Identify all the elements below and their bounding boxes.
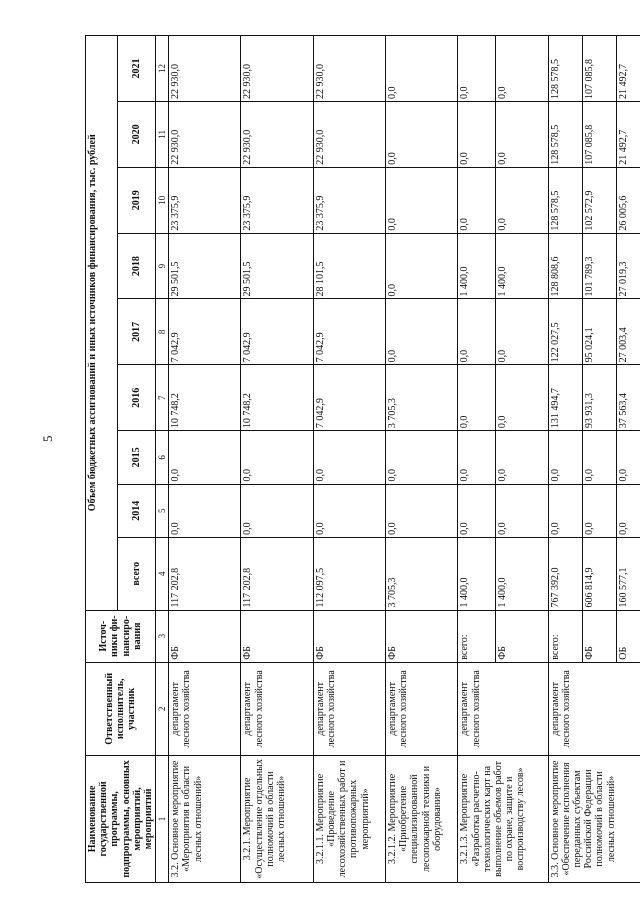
value-cell: 22 930,0 [313, 36, 385, 102]
value-cell: 0,0 [458, 167, 496, 233]
column-number: 7 [156, 365, 169, 431]
value-cell: 22 930,0 [169, 36, 241, 102]
table-row [386, 36, 458, 883]
value-cell: 0,0 [169, 431, 241, 484]
value-cell: 0,0 [458, 299, 496, 365]
value-cell: 23 375,9 [313, 167, 385, 233]
value-cell: 101 789,3 [582, 233, 616, 299]
row-name: 3.3. Основное мероприятие «Обеспечение исполнения переданных субъектам Российской Федерации полномочий в области лесных отношений» [548, 755, 640, 882]
value-cell: 0,0 [313, 484, 385, 537]
value-cell: 29 501,5 [169, 233, 241, 299]
value-cell: 0,0 [616, 484, 640, 537]
value-cell: 3 705,3 [386, 537, 458, 610]
value-cell: 10 748,2 [169, 365, 241, 431]
header-year: 2019 [117, 167, 156, 233]
value-cell: 117 202,8 [241, 537, 313, 610]
value-cell: 128 808,6 [548, 233, 582, 299]
row-name: 3.2.1.1. Мероприятие «Проведение лесохозяйственных работ и противопожарных мероприятий» [313, 755, 385, 882]
header-year: 2020 [117, 101, 156, 167]
row-executor: департамент лесного хозяйства [169, 662, 241, 755]
value-cell: 128 578,5 [548, 167, 582, 233]
column-number: 8 [156, 299, 169, 365]
value-cell: 7 042,9 [169, 299, 241, 365]
row-source: ФБ [582, 610, 616, 662]
value-cell: 0,0 [548, 431, 582, 484]
value-cell: 131 494,7 [548, 365, 582, 431]
value-cell: 26 005,6 [616, 167, 640, 233]
row-source: ФБ [496, 610, 548, 662]
value-cell: 107 085,8 [582, 101, 616, 167]
value-cell: 0,0 [458, 36, 496, 102]
value-cell: 3 705,3 [386, 365, 458, 431]
row-executor: департамент лесного хозяйства [548, 662, 640, 755]
value-cell: 0,0 [616, 431, 640, 484]
value-cell: 1 400,0 [458, 537, 496, 610]
value-cell: 1 400,0 [458, 233, 496, 299]
value-cell: 0,0 [169, 484, 241, 537]
value-cell: 102 572,9 [582, 167, 616, 233]
column-number: 1 [156, 755, 169, 882]
value-cell: 107 085,8 [582, 36, 616, 102]
value-cell: 122 027,5 [548, 299, 582, 365]
row-executor: департамент лесного хозяйства [241, 662, 313, 755]
value-cell: 27 003,4 [616, 299, 640, 365]
row-executor: департамент лесного хозяйства [458, 662, 548, 755]
row-source: ФБ [386, 610, 458, 662]
value-cell: 0,0 [548, 484, 582, 537]
column-number: 12 [156, 36, 169, 102]
header-year: 2016 [117, 365, 156, 431]
value-cell: 23 375,9 [169, 167, 241, 233]
header-funding: Объем бюджетных ассигнований и иных источников финансирования, тыс. рублей [86, 36, 118, 611]
row-source: ФБ [169, 610, 241, 662]
value-cell: 0,0 [386, 167, 458, 233]
rotated-table-container [85, 35, 629, 883]
column-number: 10 [156, 167, 169, 233]
row-source: всего: [548, 610, 582, 662]
value-cell: 112 097,5 [313, 537, 385, 610]
value-cell: 22 930,0 [241, 101, 313, 167]
value-cell: 128 578,5 [548, 101, 582, 167]
value-cell: 37 563,4 [616, 365, 640, 431]
column-number: 5 [156, 484, 169, 537]
value-cell: 0,0 [496, 365, 548, 431]
value-cell: 0,0 [386, 484, 458, 537]
header-executor: Ответственный исполнитель, участник [86, 662, 156, 755]
value-cell: 0,0 [386, 101, 458, 167]
value-cell: 767 392,0 [548, 537, 582, 610]
column-number: 2 [156, 662, 169, 755]
value-cell: 0,0 [496, 36, 548, 102]
table-row [169, 36, 241, 883]
header-year: 2014 [117, 484, 156, 537]
column-number: 9 [156, 233, 169, 299]
row-executor: департамент лесного хозяйства [313, 662, 385, 755]
value-cell: 0,0 [496, 484, 548, 537]
value-cell: 93 931,3 [582, 365, 616, 431]
value-cell: 29 501,5 [241, 233, 313, 299]
header-name: Наименование государственной программы, подпрограммы, основных мероприятий, мероприятий [86, 755, 156, 882]
value-cell: 117 202,8 [169, 537, 241, 610]
value-cell: 0,0 [458, 101, 496, 167]
column-number: 6 [156, 431, 169, 484]
value-cell: 128 578,5 [548, 36, 582, 102]
value-cell: 1 400,0 [496, 233, 548, 299]
value-cell: 21 492,7 [616, 36, 640, 102]
row-source: ФБ [241, 610, 313, 662]
header-year: 2015 [117, 431, 156, 484]
value-cell: 0,0 [496, 431, 548, 484]
value-cell: 21 492,7 [616, 101, 640, 167]
value-cell: 22 930,0 [241, 36, 313, 102]
value-cell: 160 577,1 [616, 537, 640, 610]
column-number: 11 [156, 101, 169, 167]
value-cell: 7 042,9 [313, 299, 385, 365]
page-number: 5 [40, 435, 55, 442]
table-row [548, 36, 582, 883]
value-cell: 0,0 [458, 431, 496, 484]
value-cell: 27 019,3 [616, 233, 640, 299]
row-name: 3.2.1. Мероприятие «Осуществление отдельных полномочий в области лесных отношений» [241, 755, 313, 882]
value-cell: 95 024,1 [582, 299, 616, 365]
value-cell: 0,0 [313, 431, 385, 484]
header-year: 2021 [117, 36, 156, 102]
value-cell: 7 042,9 [241, 299, 313, 365]
value-cell: 0,0 [582, 431, 616, 484]
row-name: 3.2.1.3. Мероприятие «Разработка расчетно-технологических карт на выполнение объемов работ по охране, защите и воспроизводству лесов» [458, 755, 548, 882]
table-row [241, 36, 313, 883]
value-cell: 0,0 [458, 365, 496, 431]
value-cell: 0,0 [386, 431, 458, 484]
header-source: Источ-ники фи-нансиро-вания [86, 610, 156, 662]
value-cell: 0,0 [582, 484, 616, 537]
value-cell: 0,0 [241, 484, 313, 537]
value-cell: 22 930,0 [313, 101, 385, 167]
value-cell: 0,0 [496, 101, 548, 167]
row-source: ФБ [313, 610, 385, 662]
value-cell: 0,0 [496, 299, 548, 365]
value-cell: 0,0 [458, 484, 496, 537]
value-cell: 10 748,2 [241, 365, 313, 431]
value-cell: 0,0 [386, 36, 458, 102]
budget-table [85, 35, 640, 883]
value-cell: 606 814,9 [582, 537, 616, 610]
value-cell: 28 101,5 [313, 233, 385, 299]
column-number: 4 [156, 537, 169, 610]
table-row [458, 36, 496, 883]
column-number: 3 [156, 610, 169, 662]
value-cell: 23 375,9 [241, 167, 313, 233]
row-source: всего: [458, 610, 496, 662]
value-cell: 7 042,9 [313, 365, 385, 431]
value-cell: 0,0 [386, 299, 458, 365]
row-executor: департамент лесного хозяйства [386, 662, 458, 755]
value-cell: 22 930,0 [169, 101, 241, 167]
value-cell: 1 400,0 [496, 537, 548, 610]
row-source: ОБ [616, 610, 640, 662]
row-name: 3.2. Основное мероприятие «Мероприятия в области лесных отношений» [169, 755, 241, 882]
value-cell: 0,0 [496, 167, 548, 233]
header-total: всего [117, 537, 156, 610]
value-cell: 0,0 [241, 431, 313, 484]
row-name: 3.2.1.2. Мероприятие «Приобретение специализированной лесопожарной техники и оборудования» [386, 755, 458, 882]
header-year: 2018 [117, 233, 156, 299]
header-year: 2017 [117, 299, 156, 365]
table-row [313, 36, 385, 883]
value-cell: 0,0 [386, 233, 458, 299]
